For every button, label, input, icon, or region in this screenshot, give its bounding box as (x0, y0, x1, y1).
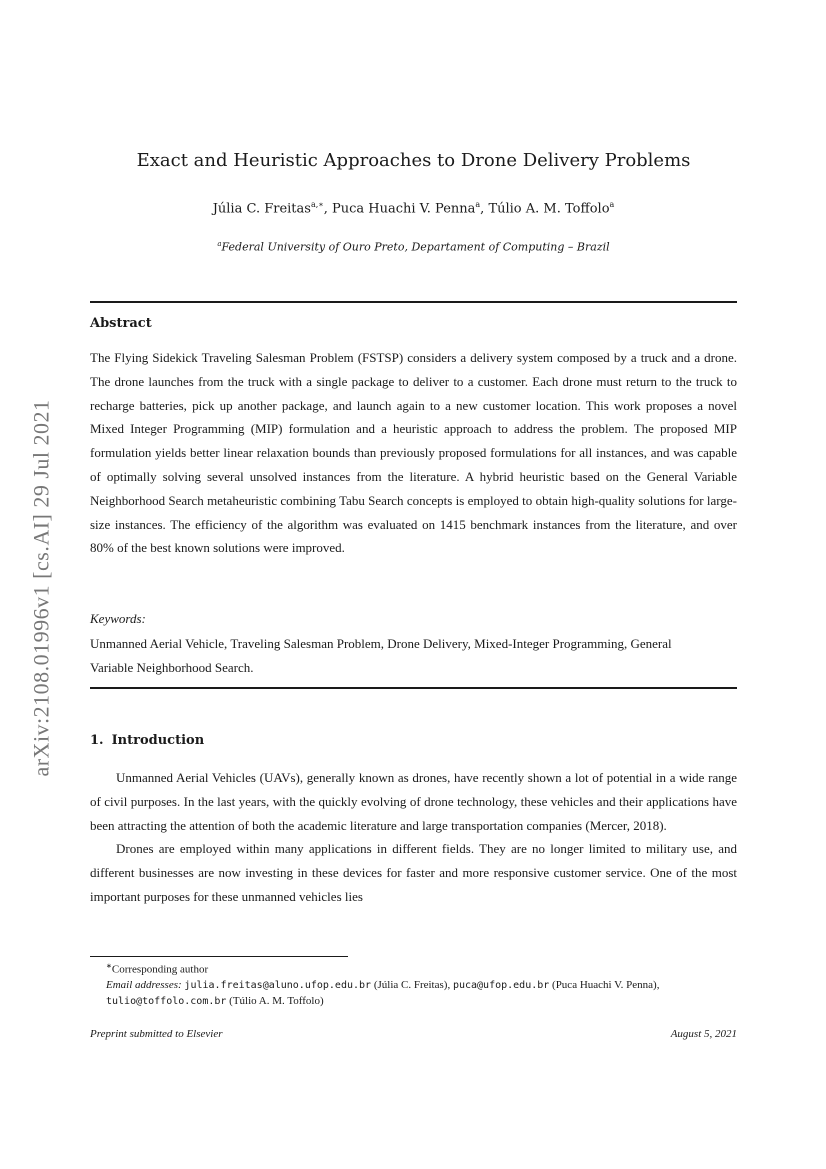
author-name: Júlia C. Freitas (212, 201, 311, 217)
email-link[interactable]: julia.freitas@aluno.ufop.edu.br (184, 980, 372, 992)
paper-title: Exact and Heuristic Approaches to Drone Delivery Problems (136, 150, 691, 171)
arxiv-sidebar (22, 355, 62, 820)
abstract-heading: Abstract (90, 316, 152, 331)
author-affil-mark: a,∗ (310, 200, 324, 209)
footnote (90, 959, 737, 1009)
email-owner: (Túlio A. M. Toffolo) (229, 994, 324, 1007)
author-name: Túlio A. M. Toffolo (488, 201, 610, 217)
email-link[interactable]: tulio@toffolo.com.br (106, 995, 227, 1007)
section-heading (90, 733, 204, 748)
abstract-text: The Flying Sidekick Traveling Salesman Problem (FSTSP) considers a delivery system composed by a truck and a drone. The drone launches from the truck with a single package to deliver to a customer. Each drone must return to the truck to recharge batteries, pick up another package, and launch again to a new customer location. This work proposes a novel Mixed Integer Programming (MIP) formulation and a heuristic approach to address the problem. The proposed MIP formulation yields better linear relaxation bounds than previously proposed formulations for all instances, and was capable of optimally solving several unsolved instances from the literature. A hybrid heuristic based on the General Variable Neighborhood Search metaheuristic combining Tabu Search concepts is employed to obtain high-quality solutions for large-size instances. The efficiency of the algorithm was evaluated on 1415 benchmark instances from the literature, and over 80% of the best known solutions were improved. (90, 350, 737, 556)
author-name: Puca Huachi V. Penna (331, 201, 476, 217)
keywords-text: Unmanned Aerial Vehicle, Traveling Salesman Problem, Drone Delivery, Mixed-Integer Programming, General Variable Neighborhood Search. (90, 636, 672, 675)
affiliation (90, 240, 737, 254)
abstract-top-rule (90, 301, 737, 303)
affiliation-text: Federal University of Ouro Preto, Departament of Computing – Brazil (221, 240, 610, 254)
affiliation-mark: a (217, 240, 222, 248)
introduction-body (90, 766, 737, 909)
footnote-rule (90, 956, 348, 957)
author-list: Júlia C. Freitas$^{a,∗}$, Puca Huachi V. Penna$^a$, Túlio A. M. Toffolo$^a$ (212, 200, 615, 217)
email-link[interactable]: puca@ufop.edu.br (452, 980, 550, 992)
section-number: 1. (90, 733, 104, 748)
section-title: Introduction (111, 733, 205, 748)
footer-date: August 5, 2021 (670, 1028, 737, 1040)
paragraph: Drones are employed within many applications in different fields. They are no longer limited to military use, and different businesses are now investing in these devices for faster and more responsive customer service. One of the most important purposes for these unmanned vehicles lies (90, 841, 737, 904)
arxiv-identifier: arXiv:2108.01996v1 [cs.AI] 29 Jul 2021 (29, 398, 55, 777)
abstract-bottom-rule (90, 687, 737, 689)
author-affil-mark: a (475, 200, 481, 209)
email-label: Email addresses: (106, 979, 182, 992)
email-owner: (Puca Huachi V. Penna), (552, 979, 660, 992)
corresponding-author: Corresponding author (111, 963, 209, 976)
keywords-label: Keywords: (90, 611, 146, 626)
paragraph: Unmanned Aerial Vehicles (UAVs), generally known as drones, have recently shown a lot of potential in a wide range of civil purposes. In the last years, with the quickly evolving of drone technology, these vehicles and their applications have been attracting the attention of both the academic literature and large transportation companies (Mercer, 2018). (90, 770, 737, 833)
email-owner: (Júlia C. Freitas), (373, 979, 451, 992)
footer-preprint-note: Preprint submitted to Elsevier (90, 1028, 223, 1040)
author-affil-mark: a (609, 200, 615, 209)
footnote-mark: ∗ (106, 962, 112, 970)
